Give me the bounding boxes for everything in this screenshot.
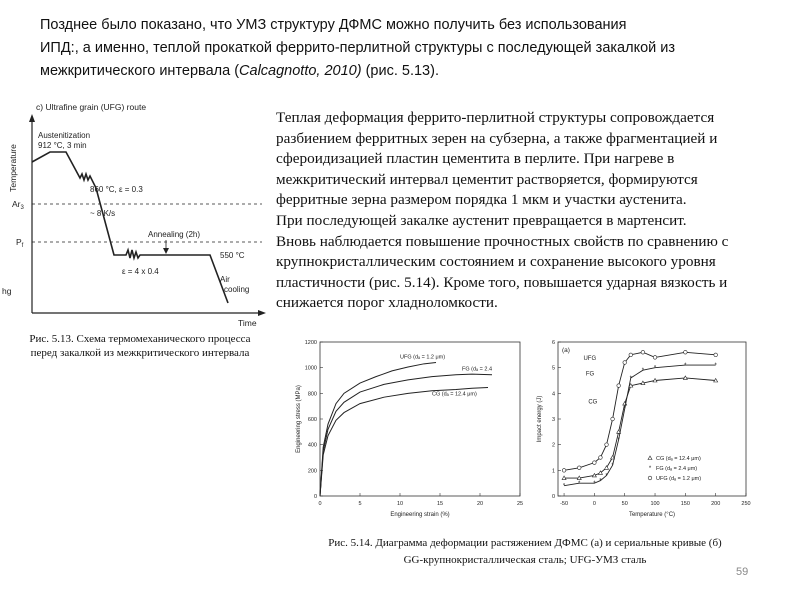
data-point: * xyxy=(617,437,620,444)
data-point: * xyxy=(641,368,645,375)
data-point: * xyxy=(593,481,596,488)
data-point xyxy=(623,361,627,365)
curve-label-ufg: UFG xyxy=(583,355,597,362)
process-schematic xyxy=(0,98,278,330)
y-tick-label: 5 xyxy=(551,365,555,372)
page-number: 59 xyxy=(736,566,749,578)
x-tick-label: 15 xyxy=(436,501,444,507)
intro-line-2: ИПД:, а именно, теплой прокаткой феррито-перлитной структуры с последующей закалкой из xyxy=(40,40,676,56)
caption-514-line-1: Рис. 5.14. Диаграмма деформации растяжением ДФМС (а) и сериальные кривые (б) xyxy=(328,537,722,549)
y-tick-label: 6 xyxy=(551,340,555,346)
y-axis-label: Engineering stress (MPa) xyxy=(296,385,302,453)
curve-label-cg: CG xyxy=(588,399,598,406)
x-tick-label: 150 xyxy=(680,501,690,507)
pf-label: $P_f$ xyxy=(16,237,24,249)
y-tick-label: 1000 xyxy=(304,365,317,372)
cut-label: hg xyxy=(2,286,12,296)
data-point: * xyxy=(599,478,602,485)
x-tick-label: 200 xyxy=(711,501,721,507)
legend-label: UFG (dₐ = 1.2 μm) xyxy=(656,476,702,482)
data-point xyxy=(593,461,597,465)
x-tick-label: -50 xyxy=(560,501,569,507)
legend-label: FG (dₐ = 2.4 μm) xyxy=(656,466,698,472)
schematic-title: c) Ultrafine grain (UFG) route xyxy=(36,102,147,112)
panel-label: (a) xyxy=(562,347,570,354)
data-point xyxy=(611,417,615,421)
data-point: * xyxy=(714,363,717,370)
temp-550-label: 550 °C xyxy=(220,251,245,260)
y-tick-label: 400 xyxy=(307,442,317,449)
x-tick-label: 10 xyxy=(396,501,404,507)
series-line xyxy=(320,388,488,496)
caption-513-line-2: перед закалкой из межкритического интервала xyxy=(30,347,250,359)
cooling-label: cooling xyxy=(224,285,250,294)
data-point xyxy=(714,353,718,357)
right-line: крупнокристаллическим состоянием и сохранение высокого уровня xyxy=(276,253,716,271)
y-tick-label: 2 xyxy=(551,442,555,449)
y-tick-label: 600 xyxy=(307,417,317,423)
legend-marker xyxy=(648,476,652,480)
x-tick-label: 20 xyxy=(476,501,484,507)
schematic-ylabel: Temperature xyxy=(8,144,18,192)
data-point: * xyxy=(605,473,608,480)
x-tick-label: 0 xyxy=(318,501,322,507)
x-tick-label: 0 xyxy=(592,501,596,507)
y-tick-label: 1200 xyxy=(304,340,317,346)
figure-caption-5-13 xyxy=(4,332,276,360)
series-label: UFG (dₐ = 1.2 μm) xyxy=(400,354,446,361)
series-label: CG (dₐ = 12.4 μm) xyxy=(432,391,477,398)
x-tick-label: 5 xyxy=(358,501,362,507)
intro-line-3 xyxy=(40,60,780,83)
y-axis-label: Impact energy (J) xyxy=(537,395,543,443)
figure-caption-5-14 xyxy=(270,535,780,569)
stress-strain-chart xyxy=(292,336,536,526)
intro-line-1: Позднее было показано, что УМЗ структуру ДФМС можно получить без использования xyxy=(40,17,627,33)
right-paragraph xyxy=(276,108,800,314)
strain-label: ε = 4 x 0.4 xyxy=(122,267,159,276)
data-point xyxy=(629,353,633,357)
right-line: Теплая деформация феррито-перлитной структуры сопровождается xyxy=(276,109,715,126)
y-tick-label: 800 xyxy=(307,391,317,398)
y-tick-label: 200 xyxy=(307,468,317,475)
x-axis-label: Temperature (°C) xyxy=(628,512,676,518)
data-point: * xyxy=(653,365,657,372)
data-point xyxy=(605,443,609,447)
plot-frame xyxy=(558,342,746,496)
series-curve xyxy=(564,352,716,470)
data-point xyxy=(577,466,581,470)
citation: Calcagnotto, 2010) xyxy=(239,63,362,79)
right-line: снижается порог хладноломкости. xyxy=(276,294,498,312)
right-line: разбиением ферритных зерен на субзерна, а также фрагментацией и xyxy=(276,129,718,147)
y-tick-label: 1 xyxy=(551,468,555,475)
right-line: межкритический интервал цементит растворяется, формируются xyxy=(276,170,698,188)
thermal-path xyxy=(32,152,228,303)
air-label: Air xyxy=(220,275,230,284)
data-point xyxy=(653,356,657,360)
y-tick-label: 0 xyxy=(551,494,555,500)
data-point xyxy=(617,384,621,388)
data-point xyxy=(599,456,603,460)
intro-paragraph xyxy=(40,14,780,83)
data-point: * xyxy=(611,463,614,470)
data-point xyxy=(605,466,609,470)
legend-marker xyxy=(648,456,652,460)
right-line: ферритные зерна размером порядка 1 мкм и участки аустенита. xyxy=(276,191,687,209)
austenitization-label-2: 912 °C, 3 min xyxy=(38,141,87,150)
series-label: FG (dₐ = 2.4 xyxy=(462,366,493,373)
x-tick-label: 25 xyxy=(516,501,524,507)
right-line: Вновь наблюдается повышение прочностных свойств по сравнению с xyxy=(276,232,729,250)
x-tick-label: 50 xyxy=(621,501,628,507)
data-point: * xyxy=(684,363,687,370)
intro-line-3b: (рис. 5.13). xyxy=(361,63,439,79)
schematic-xlabel: Time xyxy=(238,318,257,328)
cooling-rate-label: ~ 8 K/s xyxy=(90,209,116,218)
y-tick-label: 3 xyxy=(551,417,555,423)
data-point xyxy=(684,350,688,354)
impact-energy-chart xyxy=(532,336,764,526)
data-point xyxy=(641,350,645,354)
caption-514-line-2: GG-крупнокристаллическая сталь; UFG-УМЗ сталь xyxy=(403,554,647,566)
data-point: * xyxy=(578,481,581,488)
x-tick-label: 250 xyxy=(741,501,751,507)
data-point: * xyxy=(623,406,626,413)
data-point: * xyxy=(562,483,566,490)
legend-marker: * xyxy=(648,466,652,472)
intro-line-3a: межкритического интервала ( xyxy=(40,63,240,79)
curve-label-fg: FG xyxy=(585,371,595,378)
step-860-label: 860 °C, ε = 0.3 xyxy=(90,185,143,194)
y-tick-label: 0 xyxy=(313,494,317,500)
right-line: При последующей закалке аустенит превращается в мартенсит. xyxy=(276,211,687,229)
right-line: сфероидизацией пластин цементита в перлите. При нагреве в xyxy=(276,150,675,168)
y-tick-label: 4 xyxy=(551,391,555,398)
austenitization-label-1: Austenitization xyxy=(38,131,91,140)
series-curve xyxy=(564,375,716,478)
right-line: пластичности (рис. 5.14). Кроме того, повышается ударная вязкость и xyxy=(276,273,728,291)
data-point xyxy=(562,469,566,473)
x-tick-label: 100 xyxy=(650,501,660,507)
series-line xyxy=(320,363,436,496)
data-point: * xyxy=(629,375,632,382)
ar3-label: $Ar_3$ xyxy=(12,199,24,211)
legend-label: CG (dₐ = 12.4 μm) xyxy=(656,456,701,462)
x-axis-label: Engineering strain (%) xyxy=(390,512,450,518)
caption-513-line-1: Рис. 5.13. Схема термомеханического процесса xyxy=(29,333,251,345)
annealing-label: Annealing (2h) xyxy=(148,230,201,239)
